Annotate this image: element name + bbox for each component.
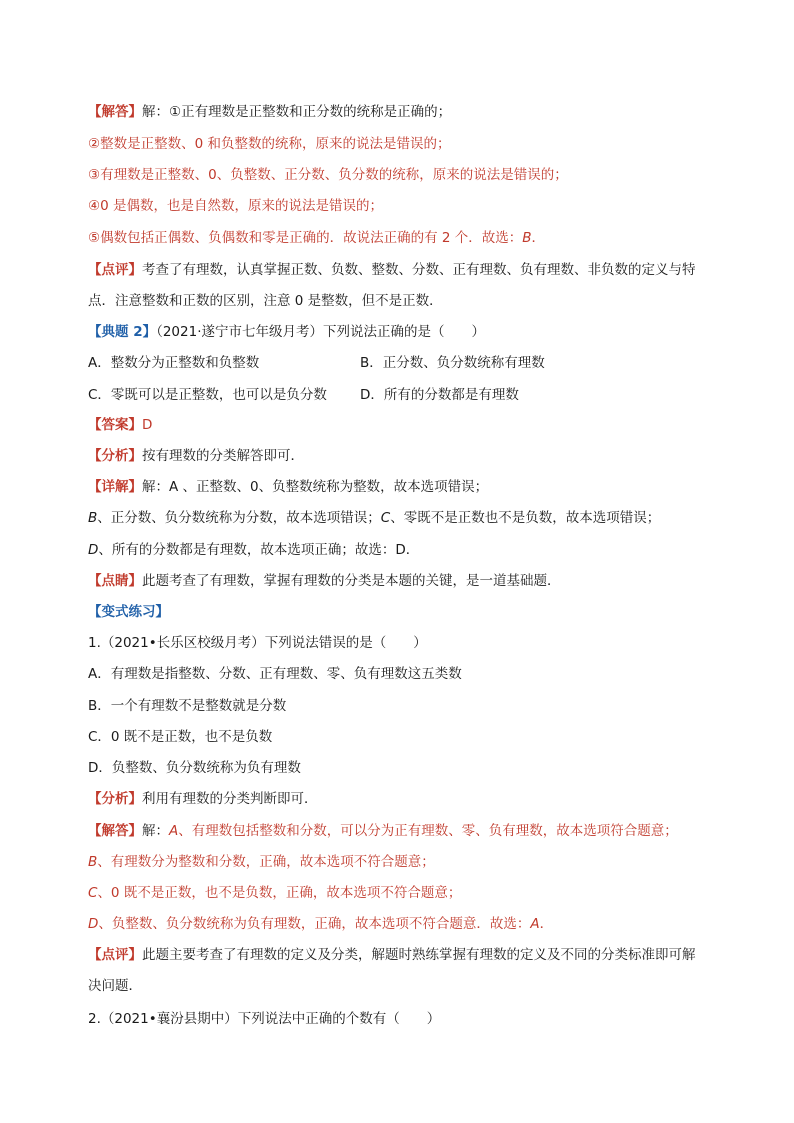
q1-comment-2: 决问题．: [88, 978, 142, 994]
ex2-detail-2: B、正分数、负分数统称为分数，故本选项错误；C、零既不是正数也不是负数，故本选项错误；: [88, 510, 661, 526]
ex2-option-a: A．整数分为正整数和负整数: [88, 355, 260, 371]
ex2-analysis: 【分析】按有理数的分类解答即可．: [88, 448, 304, 464]
ex2-option-b: B．正分数、负分数统称有理数: [360, 355, 545, 371]
answer-line-1: 【解答】解：①正有理数是正整数和正分数的统称是正确的；: [88, 104, 452, 120]
ex2-answer: 【答案】D: [88, 417, 153, 433]
example-2-heading: 【典题 2】（2021·遂宁市七年级月考）下列说法正确的是（ ）: [88, 324, 485, 340]
variant-practice-title: 【变式练习】: [88, 604, 169, 620]
q1-solution-4: D、负整数、负分数统称为负有理数，正确，故本选项不符合题意．故选：A．: [88, 916, 554, 932]
q1-option-b: B．一个有理数不是整数就是分数: [88, 698, 287, 714]
q1-option-a: A．有理数是指整数、分数、正有理数、零、负有理数这五类数: [88, 666, 462, 682]
q1-analysis: 【分析】利用有理数的分类判断即可．: [88, 791, 318, 807]
q1-solution-3: C、0 既不是正数，也不是负数，正确，故本选项不符合题意；: [88, 885, 462, 901]
answer-line-5: ⑤偶数包括正偶数、负偶数和零是正确的．故说法正确的有 2 个．故选：B．: [88, 230, 546, 246]
ex2-remark: 【点睛】此题考查了有理数，掌握有理数的分类是本题的关键，是一道基础题．: [88, 573, 561, 589]
ex2-option-d: D．所有的分数都是有理数: [360, 387, 519, 403]
q1-option-d: D．负整数、负分数统称为负有理数: [88, 760, 301, 776]
ex2-option-c: C．零既可以是正整数，也可以是负分数: [88, 387, 327, 403]
comment-line-2: 点．注意整数和正数的区别，注意 0 是整数，但不是正数．: [88, 293, 443, 309]
comment-line-1: 【点评】考查了有理数，认真掌握正数、负数、整数、分数、正有理数、负有理数、非负数的定义与特: [88, 262, 696, 278]
answer-line-2: ②整数是正整数、0 和负整数的统称，原来的说法是错误的；: [88, 136, 451, 152]
answer-line-4: ④0 是偶数，也是自然数，原来的说法是错误的；: [88, 198, 383, 214]
ex2-detail-3: D、所有的分数都是有理数，故本选项正确；故选：D．: [88, 542, 420, 558]
q1-option-c: C．0 既不是正数，也不是负数: [88, 729, 273, 745]
ex2-detail-1: 【详解】解：A 、正整数、0、负整数统称为整数，故本选项错误；: [88, 479, 489, 495]
q1-solution-1: 【解答】解：A、有理数包括整数和分数，可以分为正有理数、零、负有理数，故本选项符合题意；: [88, 823, 678, 839]
answer-line-3: ③有理数是正整数、0、负整数、正分数、负分数的统称，原来的说法是错误的；: [88, 167, 568, 183]
q1-solution-2: B、有理数分为整数和分数，正确，故本选项不符合题意；: [88, 854, 435, 870]
q1-comment-1: 【点评】此题主要考查了有理数的定义及分类，解题时熟练掌握有理数的定义及不同的分类标准即可解: [88, 947, 696, 963]
q1-stem: 1.（2021•长乐区校级月考）下列说法错误的是（ ）: [88, 635, 427, 651]
q2-stem: 2.（2021•襄汾县期中）下列说法中正确的个数有（ ）: [88, 1011, 441, 1027]
